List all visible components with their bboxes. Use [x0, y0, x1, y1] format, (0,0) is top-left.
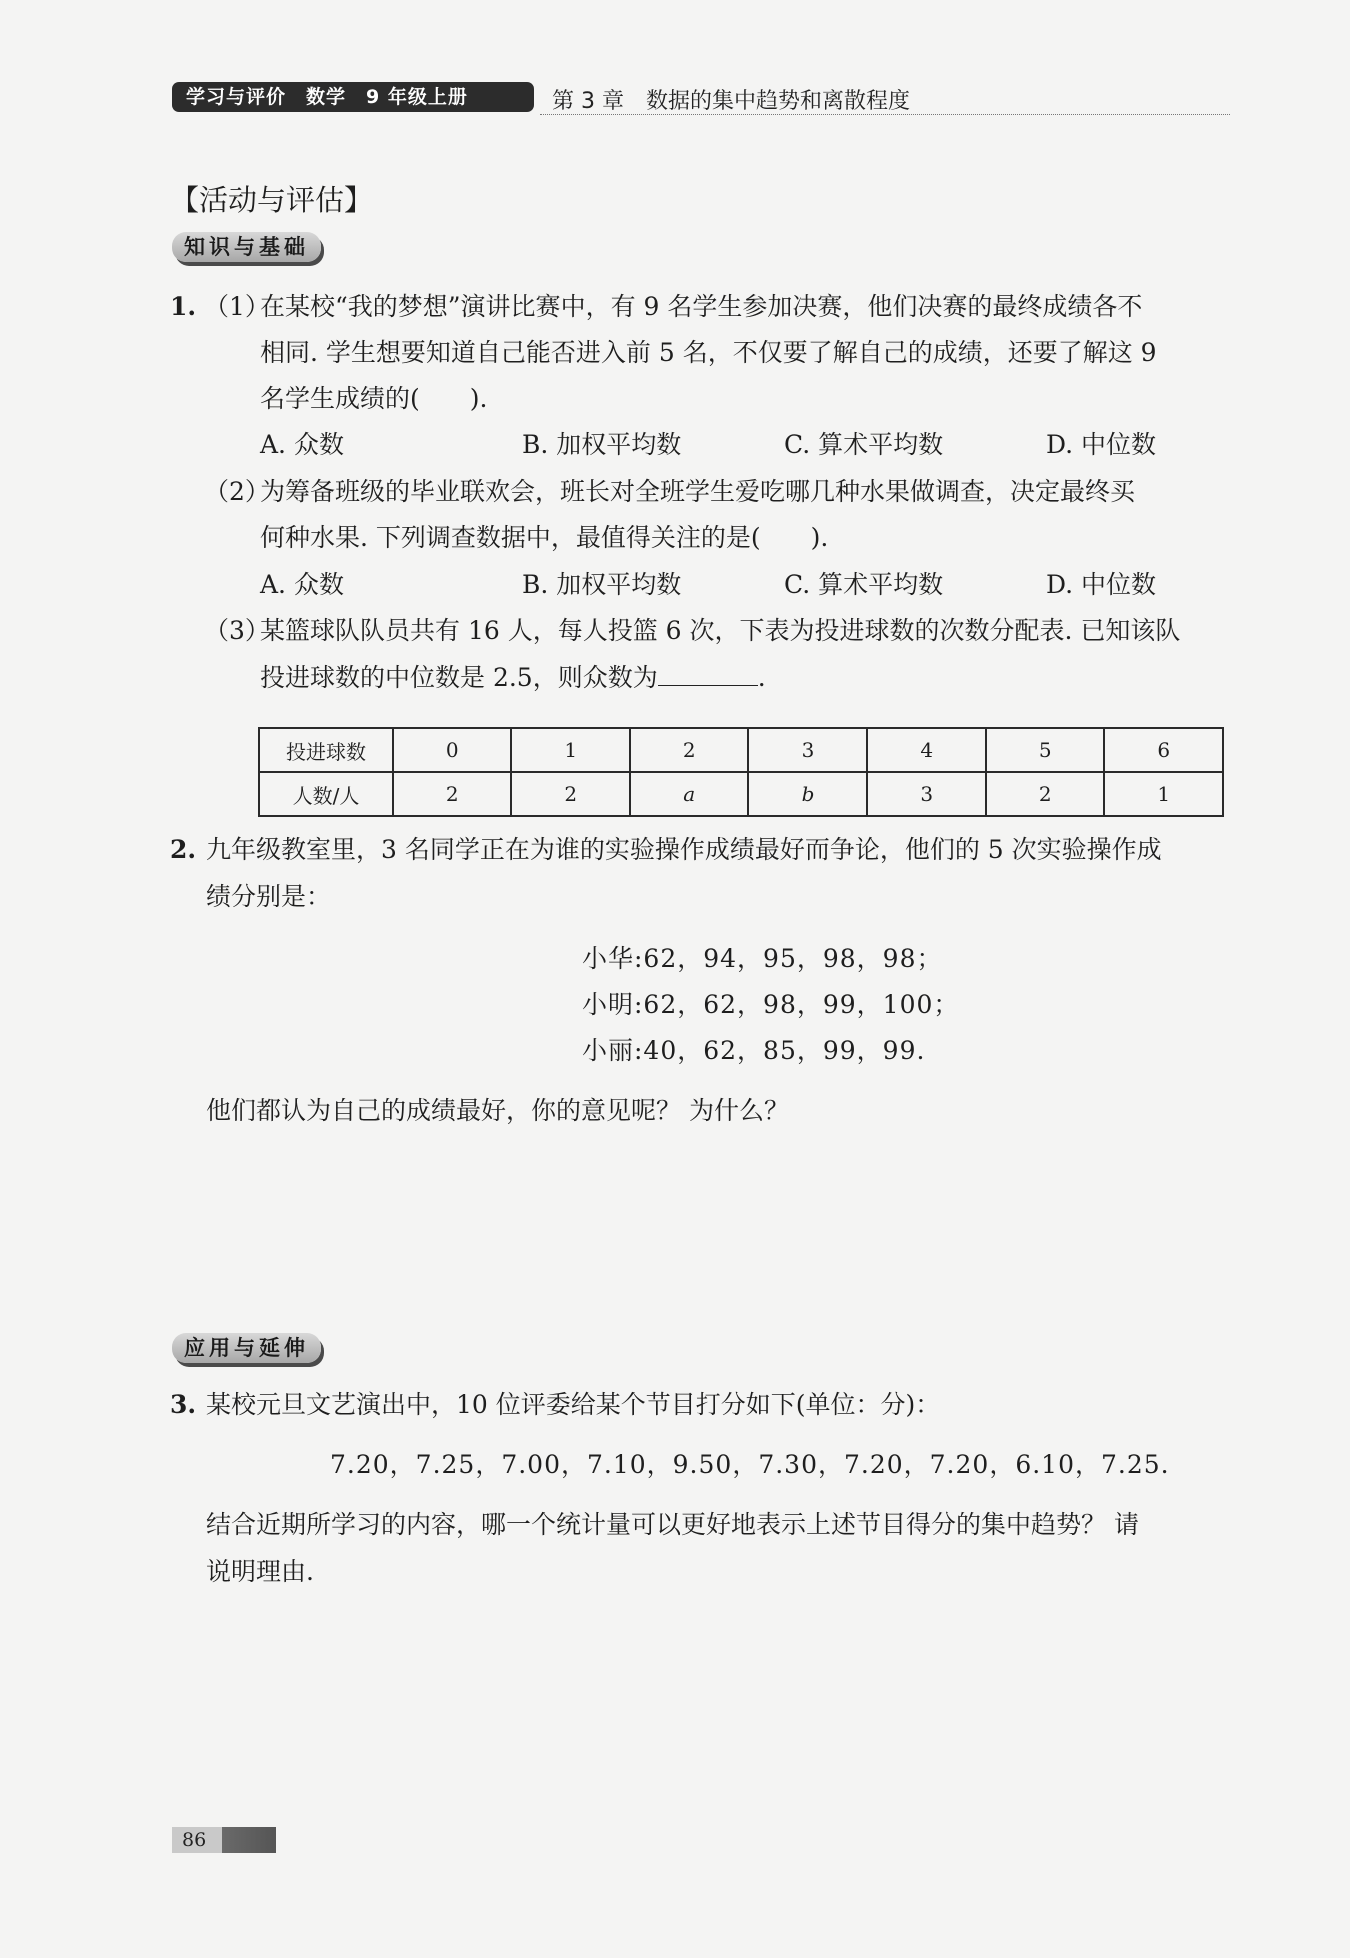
- q2-score-xiaoming: 小明:62，62，98，99，100；: [582, 990, 960, 1019]
- q3-question: 说明理由.: [206, 1557, 314, 1586]
- table-cell: 3: [748, 728, 867, 772]
- table-cell: 1: [511, 728, 629, 772]
- q1-p1-option-d: D. 中位数: [1046, 430, 1157, 459]
- q1-p3-line-text: 投进球数的中位数是 2.5，则众数为: [260, 663, 658, 692]
- table-cell: 0: [393, 728, 511, 772]
- q1-p3-end: .: [757, 663, 766, 692]
- table-cell: 5: [986, 728, 1104, 772]
- q1-p1-option-b: B. 加权平均数: [522, 430, 682, 459]
- q1-p1-line: 名学生成绩的( ).: [260, 384, 488, 413]
- table-header: 人数/人: [259, 772, 393, 816]
- q3-line: 某校元旦文艺演出中，10 位评委给某个节目打分如下(单位：分)：: [206, 1390, 941, 1419]
- subject-name: 数学: [306, 86, 347, 108]
- table-cell: 6: [1104, 728, 1223, 772]
- table-cell: b: [748, 772, 867, 816]
- header-divider: [540, 114, 1230, 115]
- table-row: [259, 772, 1223, 816]
- q1-p3-line: 某篮球队队员共有 16 人，每人投篮 6 次，下表为投进球数的次数分配表. 已知该队: [260, 616, 1181, 645]
- q2-question: 他们都认为自己的成绩最好，你的意见呢？ 为什么？: [206, 1096, 789, 1125]
- q1-p2-line: 何种水果. 下列调查数据中，最值得关注的是( ).: [260, 523, 829, 552]
- header-series-label: [172, 82, 534, 112]
- q1-p2-option-c: C. 算术平均数: [784, 570, 944, 599]
- q1-p1-line: 相同. 学生想要知道自己能否进入前 5 名，不仅要了解自己的成绩，还要了解这 9: [260, 338, 1157, 367]
- table-cell: 2: [986, 772, 1104, 816]
- q1-p2-option-d: D. 中位数: [1046, 570, 1157, 599]
- table-cell: 2: [511, 772, 629, 816]
- q1-p2-option-b: B. 加权平均数: [522, 570, 682, 599]
- chapter-heading: [552, 84, 910, 115]
- q1-p1-option-a: A. 众数: [260, 430, 344, 459]
- answer-blank: [658, 663, 758, 686]
- badge-basic: 知识与基础: [172, 232, 321, 262]
- q3-number: 3.: [170, 1390, 197, 1419]
- table-cell: 3: [867, 772, 985, 816]
- page-number: 86: [172, 1827, 276, 1853]
- table-cell: 2: [393, 772, 511, 816]
- table-header: 投进球数: [259, 728, 393, 772]
- q2-number: 2.: [170, 835, 197, 864]
- table-cell: 4: [867, 728, 985, 772]
- q3-scores: 7.20，7.25，7.00，7.10，9.50，7.30，7.20，7.20，6.10，7.25.: [330, 1450, 1170, 1479]
- q2-score-xiaohua: 小华:62，94，95，98，98；: [582, 944, 943, 973]
- series-name: 学习与评价: [186, 86, 287, 108]
- q2-line: 九年级教室里，3 名同学正在为谁的实验操作成绩最好而争论，他们的 5 次实验操作成: [206, 835, 1162, 864]
- q3-question: 结合近期所学习的内容，哪一个统计量可以更好地表示上述节目得分的集中趋势？ 请: [206, 1510, 1139, 1539]
- table-row: [259, 728, 1223, 772]
- table-cell: a: [630, 772, 748, 816]
- q2-line: 绩分别是：: [206, 882, 332, 911]
- q1-p2-option-a: A. 众数: [260, 570, 344, 599]
- section-title: 【活动与评估】: [170, 183, 374, 217]
- chapter-title: 数据的集中趋势和离散程度: [645, 89, 910, 114]
- q1-p3-line-2: [260, 661, 766, 695]
- grade-name: 9 年级上册: [366, 86, 468, 108]
- q2-score-xiaoli: 小丽:40，62，85，99，99.: [582, 1036, 926, 1065]
- table-cell: 2: [630, 728, 748, 772]
- q1-number: 1.: [170, 292, 197, 321]
- q1-p3-label: （3）: [204, 616, 270, 645]
- q1-p2-line: 为筹备班级的毕业联欢会，班长对全班学生爱吃哪几种水果做调查，决定最终买: [260, 477, 1136, 506]
- q1-p1-option-c: C. 算术平均数: [784, 430, 944, 459]
- q1-p1-label: （1）: [204, 292, 270, 321]
- table-cell: 1: [1104, 772, 1223, 816]
- q1-p1-line: 在某校“我的梦想”演讲比赛中，有 9 名学生参加决赛，他们决赛的最终成绩各不: [260, 292, 1143, 321]
- score-frequency-table: [258, 727, 1224, 817]
- chapter-number: 第 3 章: [552, 89, 624, 114]
- badge-apply: 应用与延伸: [172, 1333, 321, 1363]
- q1-p2-label: （2）: [204, 477, 270, 506]
